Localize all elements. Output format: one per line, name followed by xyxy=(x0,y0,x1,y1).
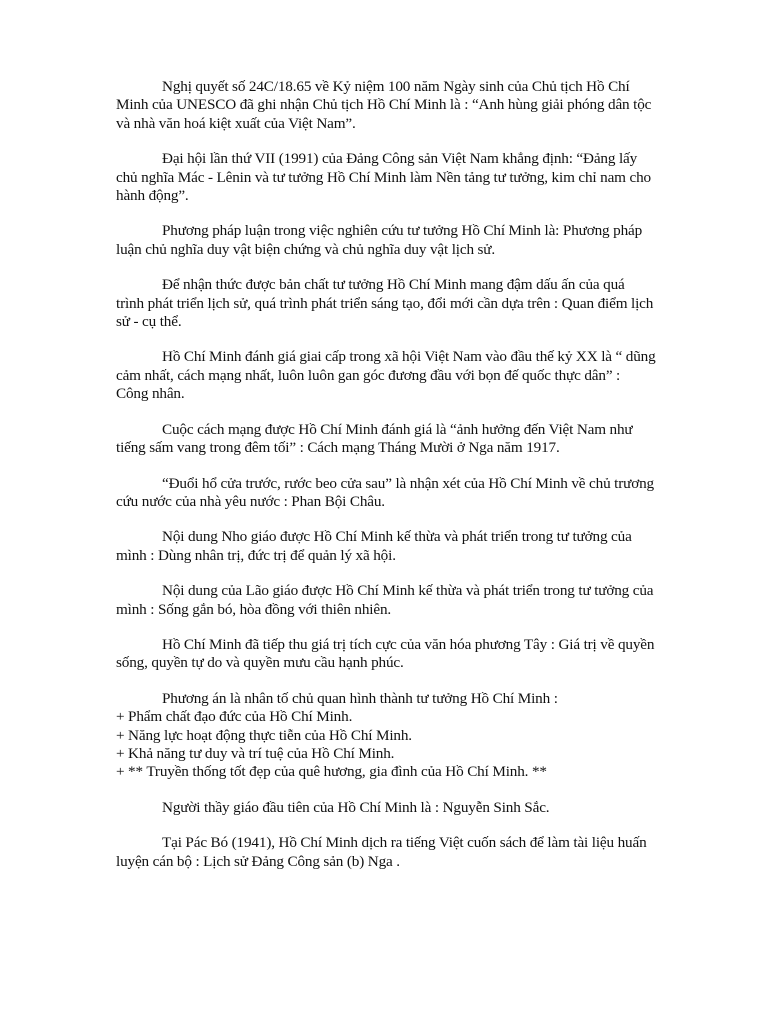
paragraph-first-teacher: Người thầy giáo đầu tiên của Hồ Chí Minh là : Nguyễn Sinh Sắc. xyxy=(162,798,550,816)
paragraph-working-class: Hồ Chí Minh đánh giá giai cấp trong xã hội Việt Nam vào đầu thế kỷ XX là “ dũng cảm nhất, cách mạng nhất, luôn luôn gan góc đương đầu với bọn đế quốc thực dân” : Công nhân. xyxy=(116,348,656,403)
list-item: + Phẩm chất đạo đức của Hồ Chí Minh. xyxy=(116,708,353,726)
paragraph-methodology: Phương pháp luận trong việc nghiên cứu tư tưởng Hồ Chí Minh là: Phương pháp luận chủ nghĩa duy vật biện chứng và chủ nghĩa duy vật lịch sử. xyxy=(116,222,643,258)
list-item: + ** Truyền thống tốt đẹp của quê hương, gia đình của Hồ Chí Minh. ** xyxy=(116,763,547,781)
document-page xyxy=(116,78,656,888)
paragraph-congress-vii: Đại hội lần thứ VII (1991) của Đảng Công sản Việt Nam khẳng định: “Đảng lấy chủ nghĩa Mác - Lênin và tư tưởng Hồ Chí Minh làm Nền tảng tư tưởng, kim chỉ nam cho hành động”. xyxy=(116,150,651,205)
paragraph-pac-bo: Tại Pác Bó (1941), Hồ Chí Minh dịch ra tiếng Việt cuốn sách để làm tài liệu huấn luyện cán bộ : Lịch sử Đảng Công sản (b) Nga . xyxy=(116,834,647,870)
list-item: + Năng lực hoạt động thực tiễn của Hồ Chí Minh. xyxy=(116,726,412,744)
paragraph-unesco-resolution: Nghị quyết số 24C/18.65 về Kỷ niệm 100 năm Ngày sinh của Chủ tịch Hồ Chí Minh của UNESCO đã ghi nhận Chủ tịch Hồ Chí Minh là : “Anh hùng giải phóng dân tộc và nhà văn hoá kiệt xuất của Việt Nam”. xyxy=(116,78,652,132)
paragraph-october-revolution: Cuộc cách mạng được Hồ Chí Minh đánh giá là “ảnh hưởng đến Việt Nam như tiếng sấm vang trong đêm tối” : Cách mạng Tháng Mười ở Nga năm 1917. xyxy=(116,420,633,457)
paragraph-historical-view: Để nhận thức được bản chất tư tưởng Hồ Chí Minh mang đậm dấu ấn của quá trình phát triển lịch sử, quá trình phát triển sáng tạo, đổi mới cần dựa trên : Quan điểm lịch sử - cụ thể. xyxy=(116,276,654,331)
paragraph-confucianism: Nội dung Nho giáo được Hồ Chí Minh kế thừa và phát triển trong tư tưởng của mình : Dùng nhân trị, đức trị để quản lý xã hội. xyxy=(116,528,632,564)
subjective-factors-section xyxy=(116,690,656,782)
paragraph-western-culture: Hồ Chí Minh đã tiếp thu giá trị tích cực của văn hóa phương Tây : Giá trị về quyền sống, quyền tự do và quyền mưu cầu hạnh phúc. xyxy=(116,635,655,672)
subjective-factors-lead: Phương án là nhân tố chủ quan hình thành tư tưởng Hồ Chí Minh : xyxy=(162,689,558,707)
paragraph-phan-boi-chau: “Đuổi hổ cửa trước, rước beo cửa sau” là nhận xét của Hồ Chí Minh về chủ trương cứu nước của nhà yêu nước : Phan Bội Châu. xyxy=(116,474,655,510)
paragraph-taoism: Nội dung của Lão giáo được Hồ Chí Minh kế thừa và phát triển trong tư tưởng của mình : Sống gắn bó, hòa đồng với thiên nhiên. xyxy=(116,582,654,618)
list-item: + Khả năng tư duy và trí tuệ của Hồ Chí Minh. xyxy=(116,744,395,762)
